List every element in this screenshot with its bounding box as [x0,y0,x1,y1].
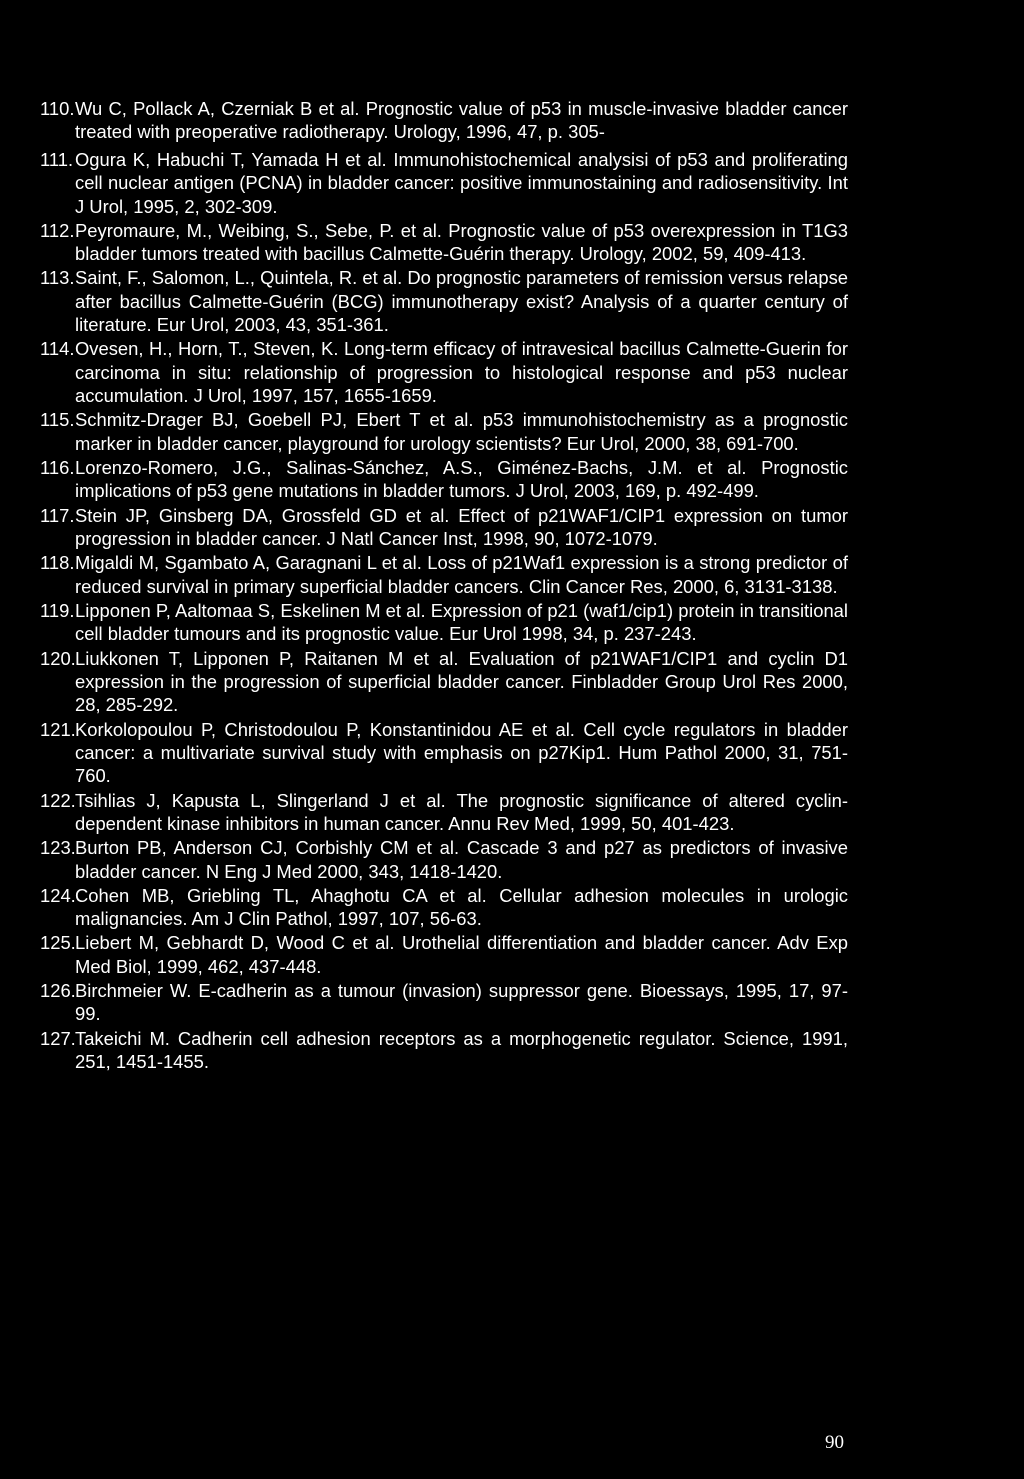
reference-number: 126. [40,979,76,1001]
reference-text: Ogura K, Habuchi T, Yamada H et al. Immunohistochemical analysisi of p53 and proliferating cell nuclear antigen (PCNA) in bladder cancer: positive immunostaining and radiosensitivity. Int J Urol, 1995, 2, 302-309. [75,148,848,217]
reference-number: 117. [40,504,75,526]
reference-text: Migaldi M, Sgambato A, Garagnani L et al. Loss of p21Waf1 expression is a strong predictor of reduced survival in primary superficial bladder cancers. Clin Cancer Res, 2000, 6, 3131-3138. [75,552,848,597]
reference-text: Wu C, Pollack A, Czerniak B et al. Prognostic value of p53 in muscle-invasive bladder cancer treated with preoperative radiotherapy. Urology, 1996, 47, p. 305- [75,98,848,143]
reference-number: 120. [40,647,76,669]
reference-number: 114. [40,338,75,360]
reference-text: Peyromaure, M., Weibing, S., Sebe, P. et al. Prognostic value of p53 overexpression in T1G3 bladder tumors treated with bacillus Calmette-Guérin therapy. Urology, 2002, 59, 409-413. [75,219,848,265]
reference-text: Birchmeier W. E-cadherin as a tumour (invasion) suppressor gene. Bioessays, 1995, 17, 97-99. [75,979,848,1025]
reference-text: Cohen MB, Griebling TL, Ahaghotu CA et al. Cellular adhesion molecules in urologic malignancies. Am J Clin Pathol, 1997, 107, 56-63. [75,884,848,930]
reference-item [40,884,848,931]
reference-item [40,931,848,978]
reference-text: Liebert M, Gebhardt D, Wood C et al. Urothelial differentiation and bladder cancer. Adv Exp Med Biol, 1999, 462, 437-448. [75,932,848,977]
reference-number: 125. [40,932,76,954]
reference-number: 116. [40,457,75,479]
reference-item [40,1027,848,1074]
reference-list [40,97,848,1074]
reference-item [40,408,848,455]
reference-item [40,718,848,788]
reference-item [40,504,848,551]
reference-number: 112. [40,219,75,241]
reference-text: Stein JP, Ginsberg DA, Grossfeld GD et al. Effect of p21WAF1/CIP1 expression on tumor progression in bladder cancer. J Natl Cancer Inst, 1998, 90, 1072-1079. [75,504,848,550]
reference-item [40,979,848,1026]
reference-text: Schmitz-Drager BJ, Goebell PJ, Ebert T et al. p53 immunohistochemistry as a prognostic marker in bladder cancer, playground for urology scientists? Eur Urol, 2000, 38, 691-700. [75,409,848,454]
reference-number: 113. [40,267,75,289]
reference-number: 123. [40,837,76,859]
reference-item [40,148,848,218]
reference-item [40,789,848,836]
reference-item [40,456,848,503]
reference-text: Takeichi M. Cadherin cell adhesion receptors as a morphogenetic regulator. Science, 1991, 251, 1451-1455. [75,1027,848,1072]
reference-text: Liukkonen T, Lipponen P, Raitanen M et al. Evaluation of p21WAF1/CIP1 and cyclin D1 expression in the progression of superficial bladder cancer. Finbladder Group Urol Res 2000, 28, 285-292. [75,647,848,716]
reference-text: Burton PB, Anderson CJ, Corbishly CM et al. Cascade 3 and p27 as predictors of invasive bladder cancer. N Eng J Med 2000, 343, 1418-1420. [75,837,848,882]
reference-item [40,836,848,883]
reference-number: 115. [40,409,75,431]
reference-number: 127. [40,1027,76,1049]
reference-item [40,647,848,717]
reference-text: Ovesen, H., Horn, T., Steven, K. Long-term efficacy of intravesical bacillus Calmette-Guerin for carcinoma in situ: relationship of progression to histological response and p53 nuclear accumulation. J Urol, 1997, 157, 1655-1659. [75,338,848,407]
reference-item [40,337,848,407]
reference-item [40,97,848,144]
reference-item [40,599,848,646]
reference-number: 111. [40,148,74,170]
reference-item [40,219,848,266]
reference-text: Tsihlias J, Kapusta L, Slingerland J et al. The prognostic significance of altered cyclin-dependent kinase inhibitors in human cancer. Annu Rev Med, 1999, 50, 401-423. [75,789,848,834]
reference-item [40,551,848,598]
reference-text: Lorenzo-Romero, J.G., Salinas-Sánchez, A.S., Giménez-Bachs, J.M. et al. Prognostic implications of p53 gene mutations in bladder tumors. J Urol, 2003, 169, p. 492-499. [75,457,848,502]
page-number: 90 [825,1432,844,1453]
reference-number: 119. [40,599,75,621]
reference-number: 110. [40,98,75,119]
reference-number: 121. [40,718,76,740]
reference-item [40,266,848,336]
reference-text: Lipponen P, Aaltomaa S, Eskelinen M et al. Expression of p21 (waf1/cip1) protein in transitional cell bladder tumours and its prognostic value. Eur Urol 1998, 34, p. 237-243. [75,599,848,645]
reference-text: Korkolopoulou P, Christodoulou P, Konstantinidou AE et al. Cell cycle regulators in bladder cancer: a multivariate survival study with emphasis on p27Kip1. Hum Pathol 2000, 31, 751-760. [75,718,848,787]
reference-text: Saint, F., Salomon, L., Quintela, R. et al. Do prognostic parameters of remission versus relapse after bacillus Calmette-Guérin (BCG) immunotherapy exist? Analysis of a quarter century of literature. Eur Urol, 2003, 43, 351-361. [75,267,848,336]
reference-number: 118. [40,552,75,574]
reference-number: 124. [40,884,76,906]
reference-number: 122. [40,789,76,811]
